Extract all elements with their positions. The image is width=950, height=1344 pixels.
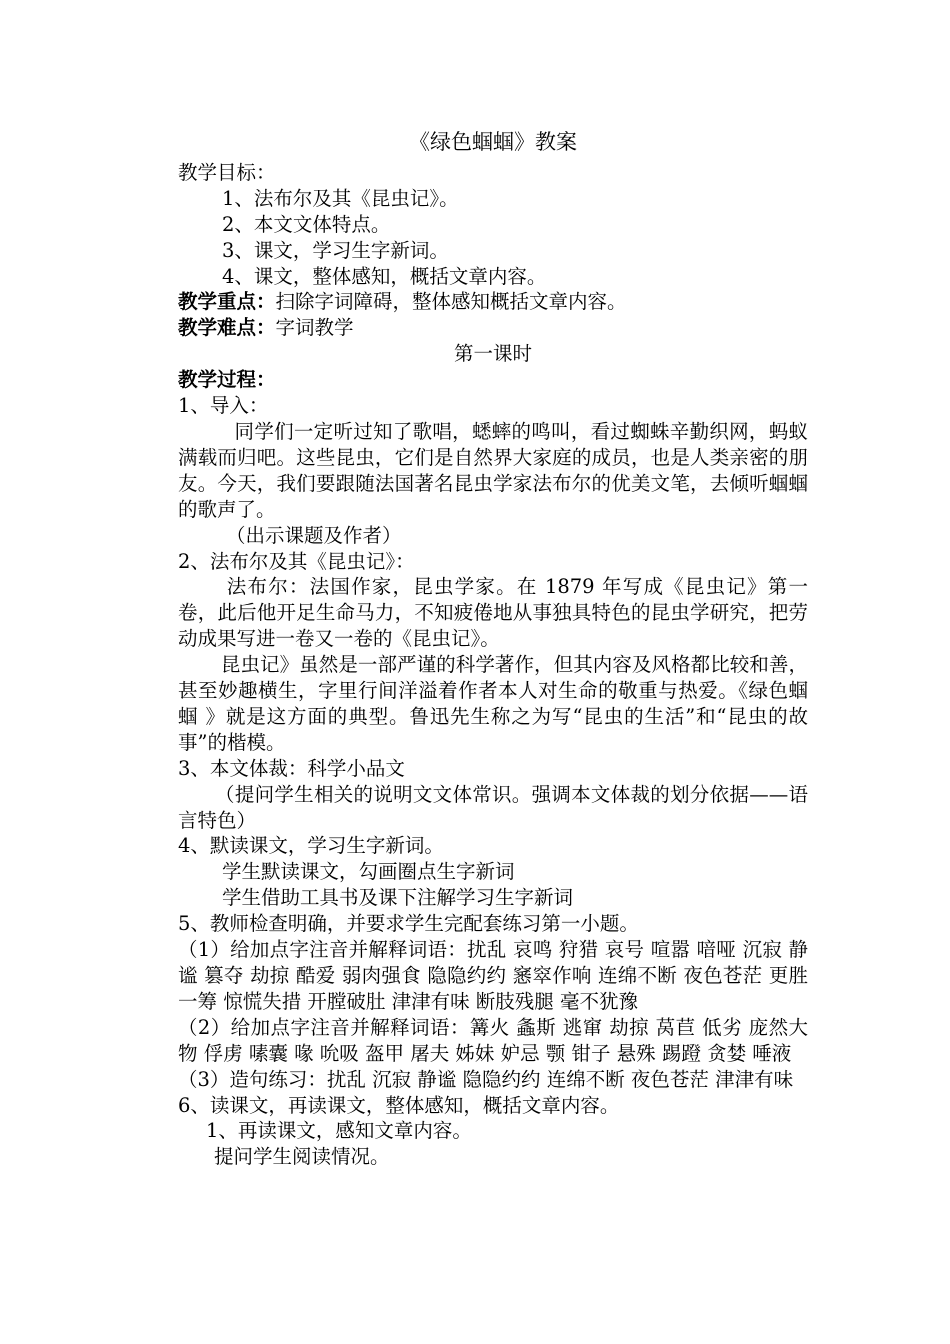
section-4-line: 学生借助工具书及课下注解学习生字新词	[222, 886, 574, 910]
objective-item: 3、课文，学习生字新词。	[222, 238, 449, 262]
section-2-paragraph-1: 法布尔：法国作家，昆虫学家。在 1879 年写成《昆虫记》第一卷，此后他开足生命马力，不知疲倦地从事独具特色的昆虫学研究，把劳动成果写进一卷又一卷的《昆虫记》。	[178, 575, 808, 651]
key-point	[178, 289, 808, 315]
section-1-heading: 1、导入：	[178, 394, 269, 418]
document-title: 《绿色蝈蝈》教案	[409, 130, 577, 154]
exercise-1: （1）给加点字注音并解释词语：扰乱 哀鸣 狩猎 哀号 喧嚣 喑哑 沉寂 静谧 篡夺 劫掠 酷爱 弱肉强食 隐隐约约 窸窣作响 连绵不断 夜色苍茫 更胜一筹 惊慌失措 开膛破肚 津津有味 断肢残腿 毫不犹豫	[178, 938, 808, 1013]
process-heading: 教学过程：	[178, 368, 276, 392]
difficulty-point	[178, 315, 808, 341]
document-page	[178, 130, 808, 1170]
section-6-line: 提问学生阅读情况。	[214, 1145, 390, 1169]
section-4-line: 学生默读课文，勾画圈点生字新词	[222, 860, 515, 884]
difficulty-label: 教学难点：	[178, 316, 276, 340]
section-3-heading: 3、本文体裁：科学小品文	[178, 756, 405, 780]
section-2-heading: 2、法布尔及其《昆虫记》：	[178, 549, 415, 573]
section-1-paragraph: 同学们一定听过知了歌唱，蟋蟀的鸣叫，看过蜘蛛辛勤织网，蚂蚁满载而归吧。这些昆虫，它们是自然界大家庭的成员，也是人类亲密的朋友。今天，我们要跟随法国著名昆虫学家法布尔的优美文笔，去倾听蝈蝈的歌声了。	[178, 419, 808, 521]
section-6-line: 1、再读课文，感知文章内容。	[206, 1119, 472, 1143]
objectives-heading: 教学目标：	[178, 160, 276, 184]
section-2-paragraph-2: 昆虫记》虽然是一部严谨的科学著作，但其内容及风格都比较和善，甚至妙趣横生，字里行间洋溢着作者本人对生命的敬重与热爱。《绿色蝈蝈 》就是这方面的典型。鲁迅先生称之为写“昆虫的生活”和“昆虫的故事”的楷模。	[178, 653, 808, 754]
section-1-note: （出示课题及作者）	[226, 523, 402, 547]
key-label: 教学重点：	[178, 290, 276, 314]
exercise-2: （2）给加点字注音并解释词语：篝火 螽斯 逃窜 劫掠 莴苣 低劣 庞然大物 俘虏 嗉囊 喙 吮吸 盔甲 屠夫 姊妹 妒忌 颚 钳子 悬殊 踢蹬 贪婪 唾液	[178, 1015, 808, 1065]
exercise-3: （3）造句练习：扰乱 沉寂 静谧 隐隐约约 连绵不断 夜色苍茫 津津有味	[178, 1067, 794, 1091]
section-3-paragraph: （提问学生相关的说明文文体常识。强调本文体裁的划分依据——语言特色）	[178, 782, 808, 832]
section-5-heading: 5、教师检查明确，并要求学生完配套练习第一小题。	[178, 912, 639, 936]
objective-item: 1、法布尔及其《昆虫记》。	[222, 186, 459, 210]
objective-item: 2、本文文体特点。	[222, 212, 391, 236]
section-4-heading: 4、默读课文，学习生字新词。	[178, 834, 444, 858]
lesson-label: 第一课时	[453, 342, 532, 366]
section-6-heading: 6、读课文，再读课文，整体感知，概括文章内容。	[178, 1093, 620, 1117]
difficulty-text: 字词教学	[275, 316, 354, 340]
key-text: 扫除字词障碍，整体感知概括文章内容。	[275, 290, 627, 314]
objective-item: 4、课文，整体感知，概括文章内容。	[222, 264, 547, 288]
